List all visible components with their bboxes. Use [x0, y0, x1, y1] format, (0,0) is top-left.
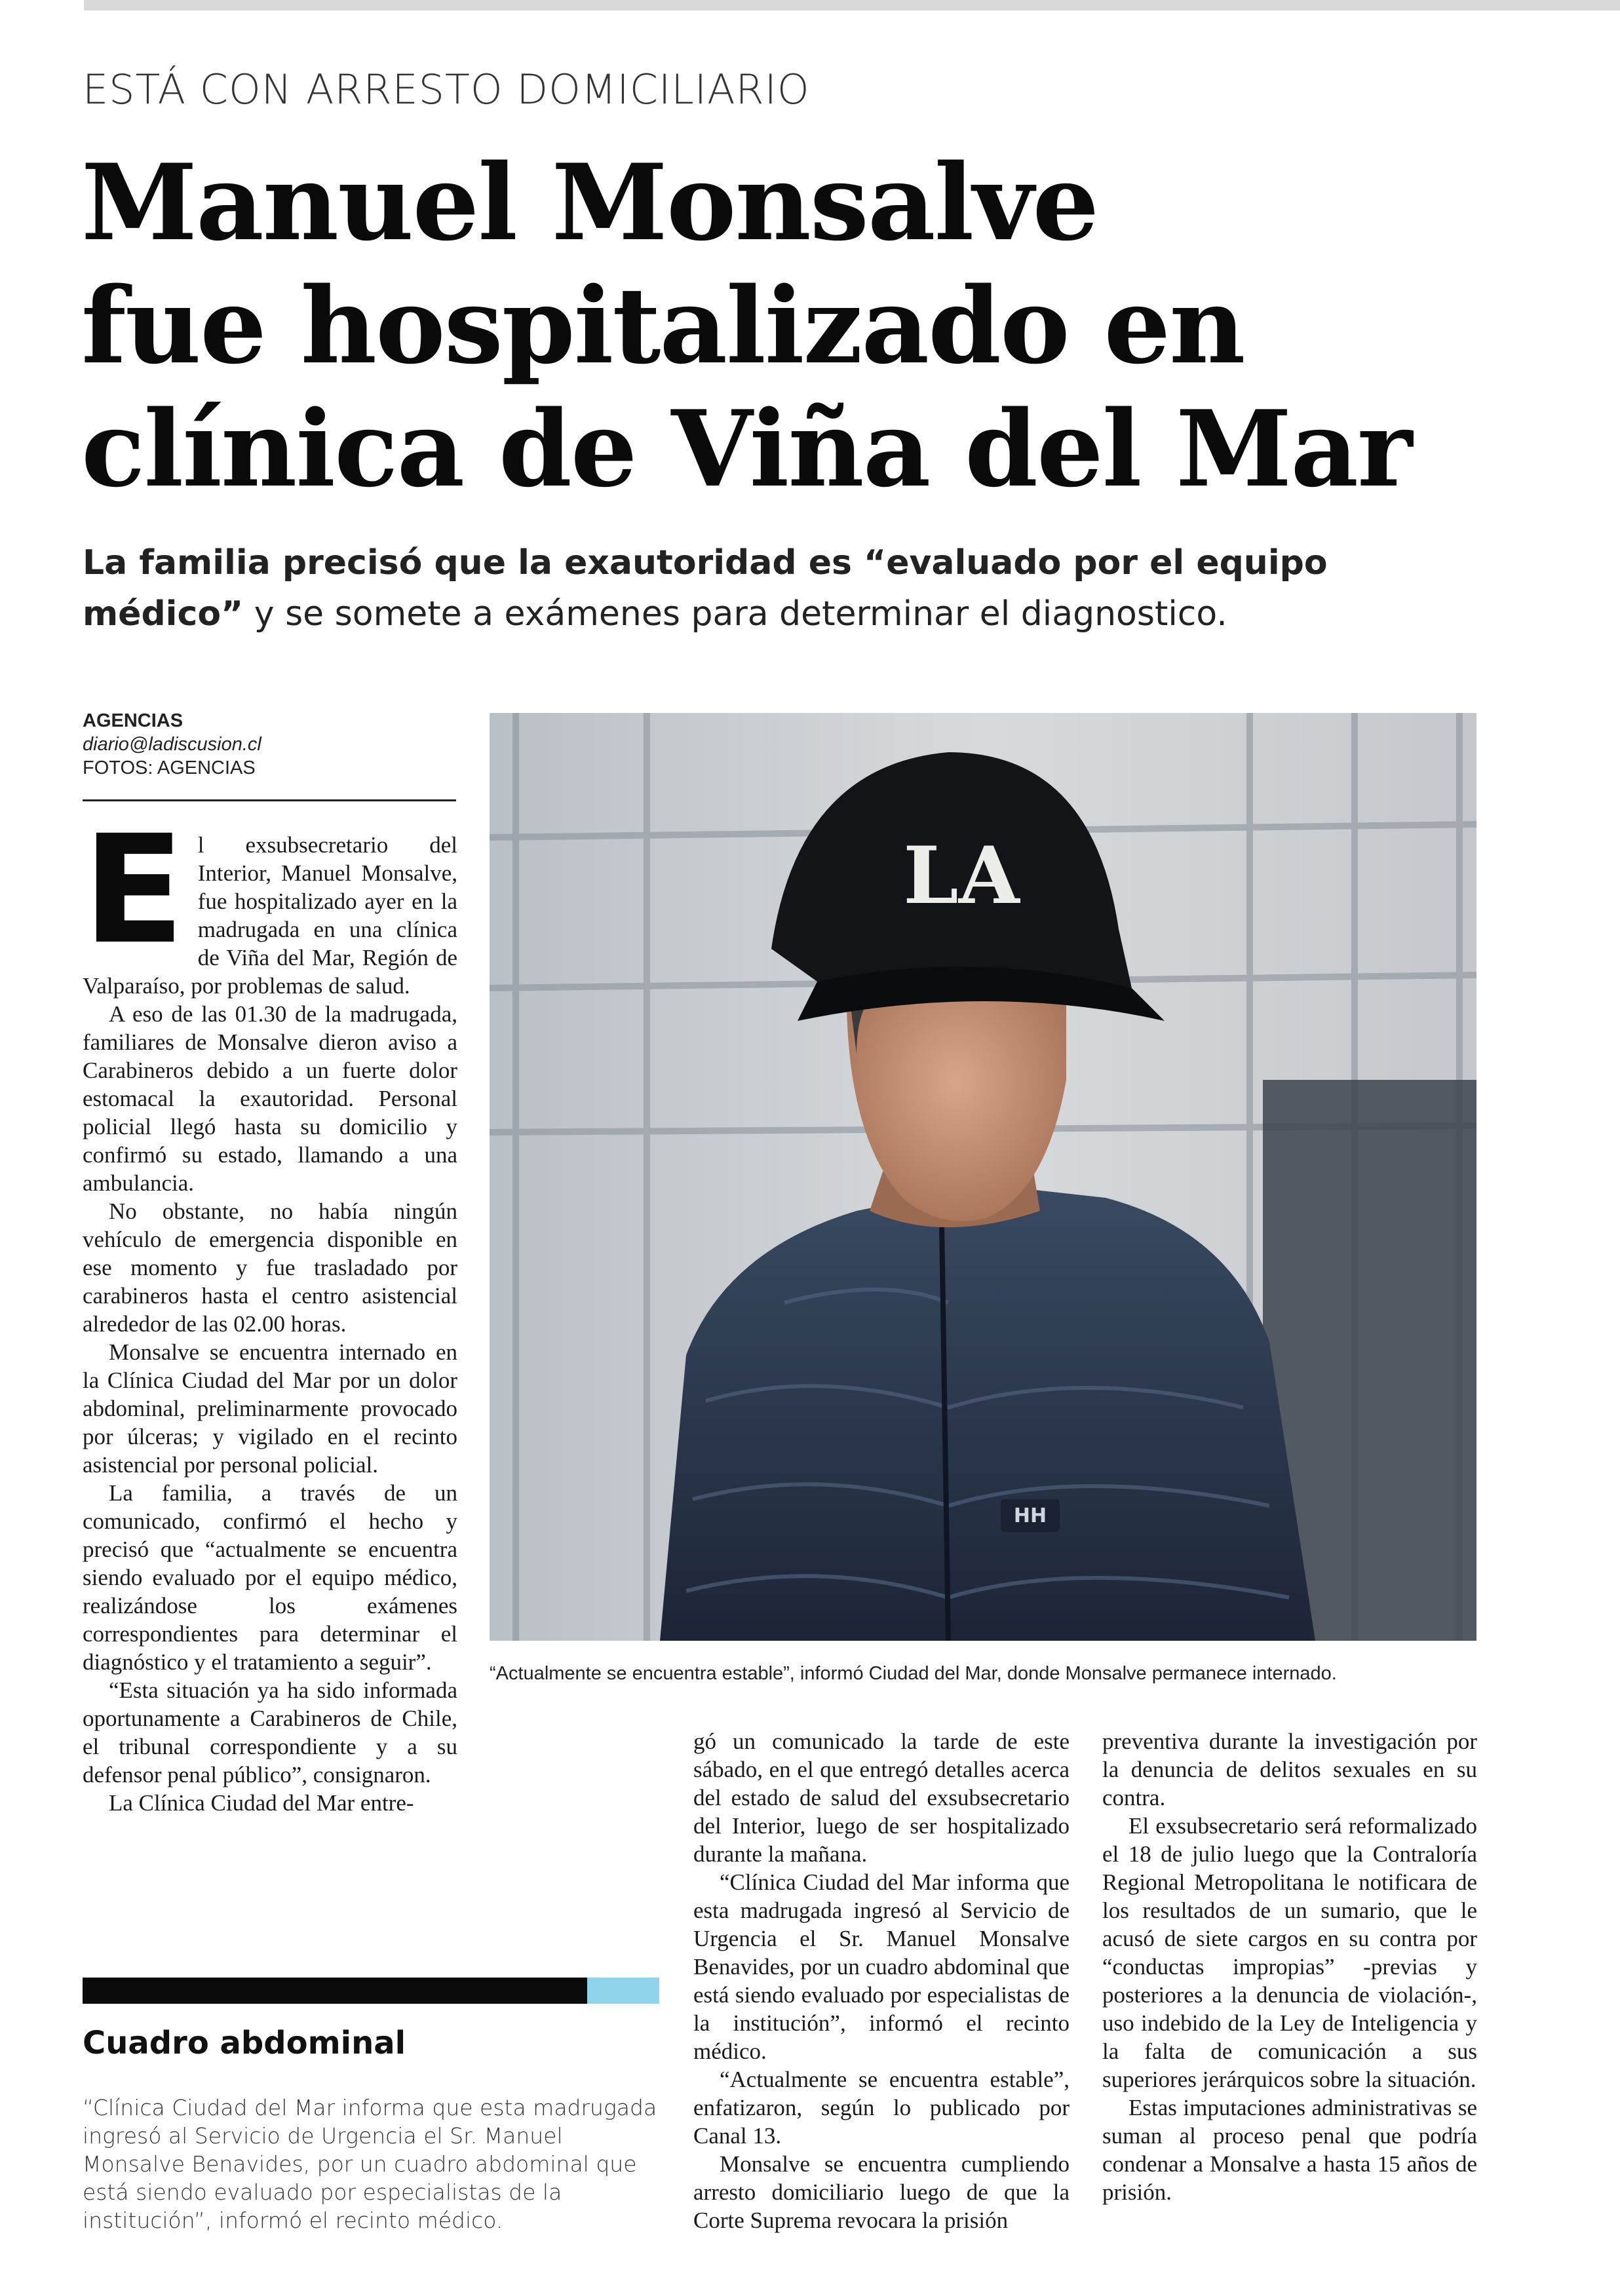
sidebar-box-bar [83, 1978, 620, 2004]
paragraph-10: “Actualmente se encuentra estable”, enfatizaron, según lo publicado por Canal 13. [693, 2067, 1070, 2149]
paragraph-4: Monsalve se encuentra internado en la Clínica Ciudad del Mar por un dolor abdominal, preliminarmente provocado por úlceras; y vigilado en el recinto asistencial por personal policial. [83, 1339, 457, 1478]
sidebar-box-accent [587, 1978, 659, 2004]
subheadline-bold: La familia precisó que la exautoridad es “evaluado por el equipo médico” [83, 543, 1328, 634]
photo-caption: “Actualmente se encuentra estable”, informó Ciudad del Mar, donde Monsalve permanece internado. [490, 1663, 1337, 1684]
byline-email: diario@ladiscusion.cl [83, 734, 261, 755]
paragraph-5: La familia, a través de un comunicado, confirmó el hecho y precisó que “actualmente se encuentra siendo evaluado por el equipo médico, realizándose los exámenes correspondientes para determinar el diagnóstico y el tratamiento a seguir”. [83, 1480, 457, 1675]
sidebar-box-title: Cuadro abdominal [83, 2025, 406, 2061]
article-photo [490, 713, 1476, 1641]
photo-illustration [490, 713, 1476, 1641]
article-column-1 [83, 803, 457, 1817]
headline-line-1: Manuel Monsalve [81, 141, 1098, 264]
kicker: ESTÁ CON ARRESTO DOMICILIARIO [83, 66, 810, 113]
dropcap: E [83, 803, 185, 977]
paragraph-6: “Esta situación ya ha sido informada oportunamente a Carabineros de Chile, el tribunal correspondiente y a su defensor penal público”, consignaron. [83, 1677, 457, 1788]
byline-agency: AGENCIAS [83, 710, 183, 731]
top-rule [84, 0, 1620, 10]
paragraph-14: Estas imputaciones administrativas se suman al proceso penal que podría condenar a Monsalve a hasta 15 años de prisión. [1102, 2095, 1477, 2205]
article-column-3 [1102, 1727, 1477, 2206]
cap-logo: LA [903, 830, 1020, 922]
paragraph-7: La Clínica Ciudad del Mar entre- [109, 1790, 414, 1816]
headline [81, 141, 1556, 510]
subheadline-regular: y se somete a exámenes para determinar el diagnostico. [243, 594, 1227, 634]
sidebar-box-text: “Clínica Ciudad del Mar informa que esta madrugada ingresó al Servicio de Urgencia el Sr. Manuel Monsalve Benavides, por un cuadro abdominal que está siendo evaluado por especialistas de la institución”, informó el recinto médico. [83, 2095, 657, 2233]
headline-line-2: fue hospitalizado en [81, 264, 1244, 387]
paragraph-11: Monsalve se encuentra cumpliendo arresto domiciliario luego de que la Corte Suprema revocara la prisión [693, 2151, 1070, 2233]
headline-line-3: clínica de Viña del Mar [81, 387, 1412, 510]
byline [83, 709, 456, 801]
subheadline [83, 537, 1492, 640]
paragraph-1-text: l exsubsecretario del Interior, Manuel Monsalve, fue hospitalizado ayer en la madrugada en una clínica de Viña del Mar, Región de Valparaíso, por problemas de salud. [83, 832, 457, 999]
paragraph-2: A eso de las 01.30 de la madrugada, familiares de Monsalve dieron aviso a Carabineros debido a un fuerte dolor estomacal la exautoridad. Personal policial llegó hasta su domicilio y confirmó su estado, llamando a una ambulancia. [83, 1001, 457, 1196]
paragraph-3: No obstante, no había ningún vehículo de emergencia disponible en ese momento y fue trasladado por carabineros hasta el centro asistencial alrededor de las 02.00 horas. [83, 1198, 457, 1337]
paragraph-9: “Clínica Ciudad del Mar informa que esta madrugada ingresó al Servicio de Urgencia el Sr. Manuel Monsalve Benavides, por un cuadro abdominal que está siendo evaluado por especialistas de la institución”, informó el recinto médico. [693, 1869, 1070, 2064]
article-column-2 [693, 1727, 1070, 2234]
paragraph-12: preventiva durante la investigación por la denuncia de delitos sexuales en su contra. [1102, 1729, 1477, 1810]
paragraph-1 [83, 803, 457, 1000]
jacket-logo: HH [1013, 1504, 1047, 1527]
byline-photos: FOTOS: AGENCIAS [83, 757, 256, 778]
paragraph-13: El exsubsecretario será reformalizado el 18 de julio luego que la Contraloría Regional Metropolitana le notificara de los resultados de un sumario, que le acusó de siete cargos en su contra por “conductas impropias” -previas y posteriores a la denuncia de violación-, uso indebido de la Ley de Inteligencia y la falta de comunicación a sus superiores jerárquicos sobre la situación. [1102, 1813, 1477, 2092]
paragraph-8: gó un comunicado la tarde de este sábado, en el que entregó detalles acerca del estado de salud del exsubsecretario del Interior, luego de ser hospitalizado durante la mañana. [693, 1729, 1070, 1867]
